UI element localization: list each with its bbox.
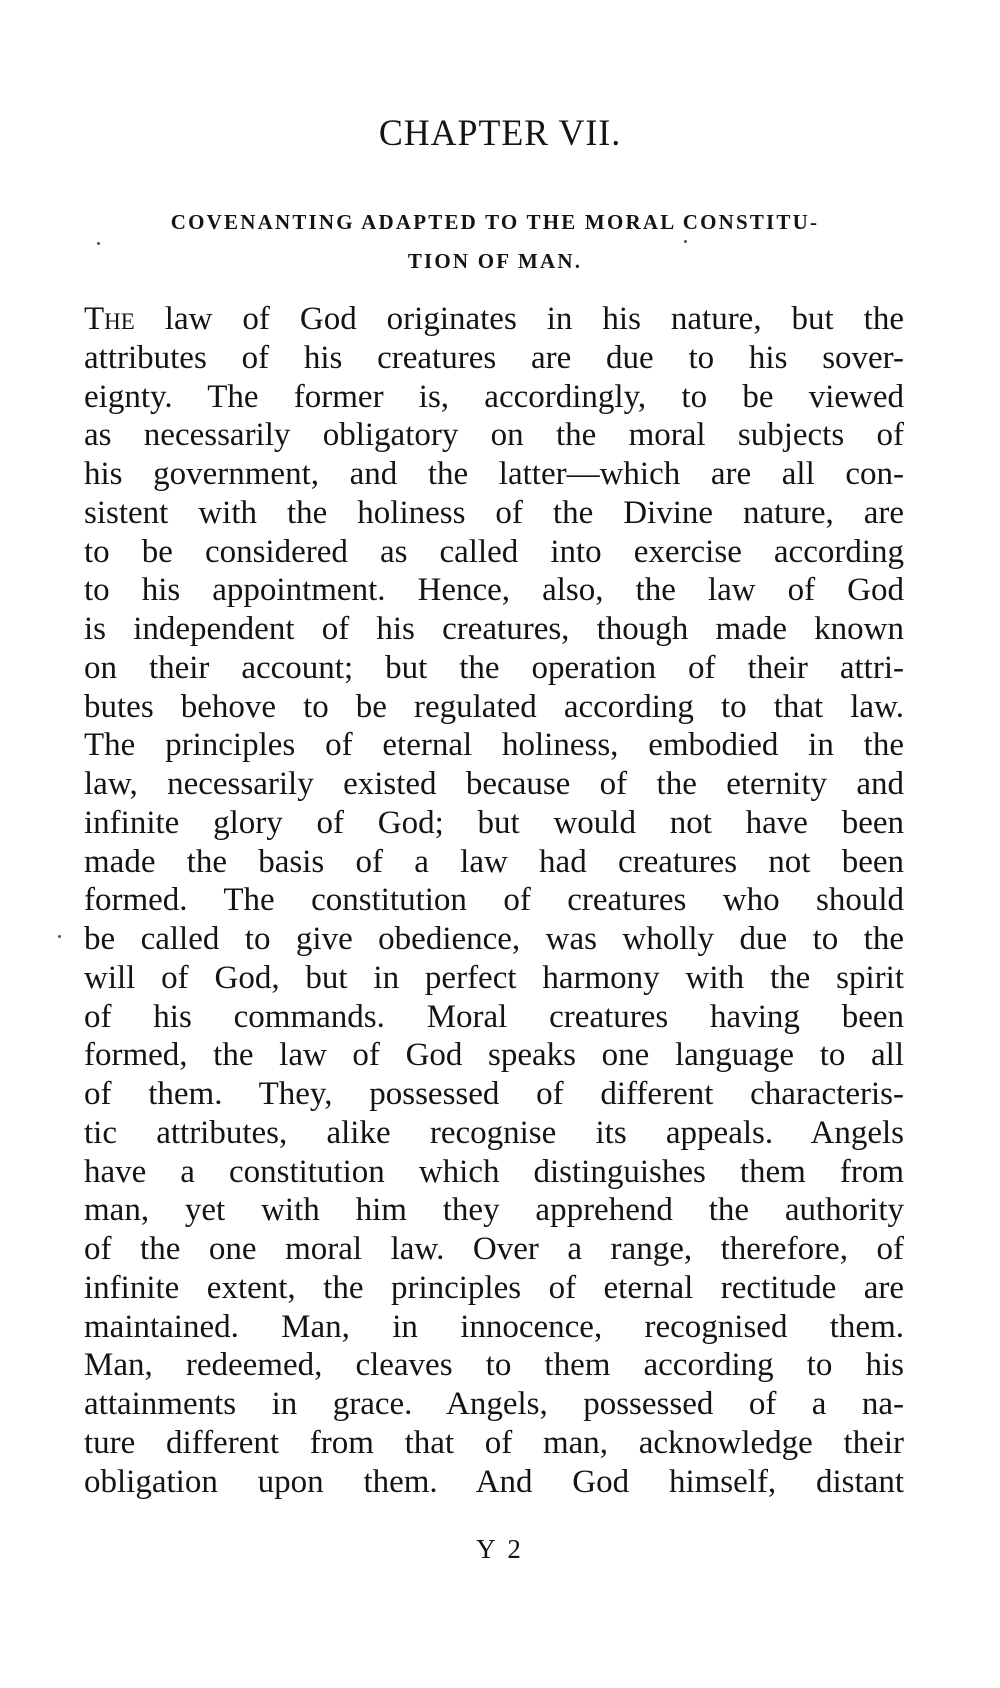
body-line: as necessarily obligatory on the moral subjects of [84, 417, 904, 454]
body-line: is independent of his creatures, though made known [84, 611, 904, 647]
body-line: be called to give obedience, was wholly due to the [84, 921, 904, 957]
body-line: of them. They, possessed of different characteris- [84, 1076, 904, 1112]
page-signature: Y 2 [476, 1534, 524, 1564]
print-speck [58, 935, 61, 938]
body-line: butes behove to be regulated according to that law. [84, 688, 904, 725]
body-line: of his commands. Moral creatures having been [84, 998, 904, 1035]
body-text [84, 300, 904, 1501]
chapter-heading: CHAPTER VII. [378, 113, 622, 154]
print-speck [97, 242, 100, 245]
body-line: Man, redeemed, cleaves to them according to his [84, 1347, 904, 1384]
body-line: infinite extent, the principles of eternal rectitude are [84, 1269, 904, 1306]
body-line: have a constitution which distinguishes them from [84, 1153, 904, 1190]
body-line: his government, and the latter—which are all con- [84, 456, 904, 492]
first-line-rest: law of God originates in his nature, but the [164, 301, 904, 337]
body-line: ture different from that of man, acknowledge their [84, 1424, 904, 1461]
body-line [84, 300, 904, 339]
body-line: attainments in grace. Angels, possessed of a na- [84, 1386, 904, 1422]
body-line: tic attributes, alike recognise its appeals. Angels [84, 1114, 904, 1151]
body-line: on their account; but the operation of their attri- [84, 649, 904, 686]
chapter-subtitle [95, 203, 895, 281]
body-line: will of God, but in perfect harmony with the spirit [84, 959, 904, 996]
body-line: The principles of eternal holiness, embodied in the [84, 727, 904, 764]
body-line: formed, the law of God speaks one language to all [84, 1037, 904, 1074]
body-line: law, necessarily existed because of the eternity and [84, 766, 904, 802]
body-line: infinite glory of God; but would not have been [84, 804, 904, 841]
print-speck [684, 240, 687, 243]
body-line: sistent with the holiness of the Divine nature, are [84, 494, 904, 531]
body-line: formed. The constitution of creatures who should [84, 882, 904, 919]
body-line: to his appointment. Hence, also, the law of God [84, 572, 904, 609]
body-line: obligation upon them. And God himself, distant [84, 1463, 904, 1500]
lead-word: The [84, 301, 135, 337]
body-line: attributes of his creatures are due to his sover- [84, 339, 904, 376]
body-line: eignty. The former is, accordingly, to be viewed [84, 378, 904, 415]
chapter-subtitle-line: COVENANTING ADAPTED TO THE MORAL CONSTITU- [170, 210, 820, 234]
chapter-subtitle-line: TION OF MAN. [407, 249, 583, 273]
body-line: to be considered as called into exercise according [84, 533, 904, 570]
body-line: man, yet with him they apprehend the authority [84, 1192, 904, 1229]
body-line: maintained. Man, in innocence, recognised them. [84, 1308, 904, 1345]
body-line: made the basis of a law had creatures not been [84, 843, 904, 880]
body-line: of the one moral law. Over a range, therefore, of [84, 1231, 904, 1267]
